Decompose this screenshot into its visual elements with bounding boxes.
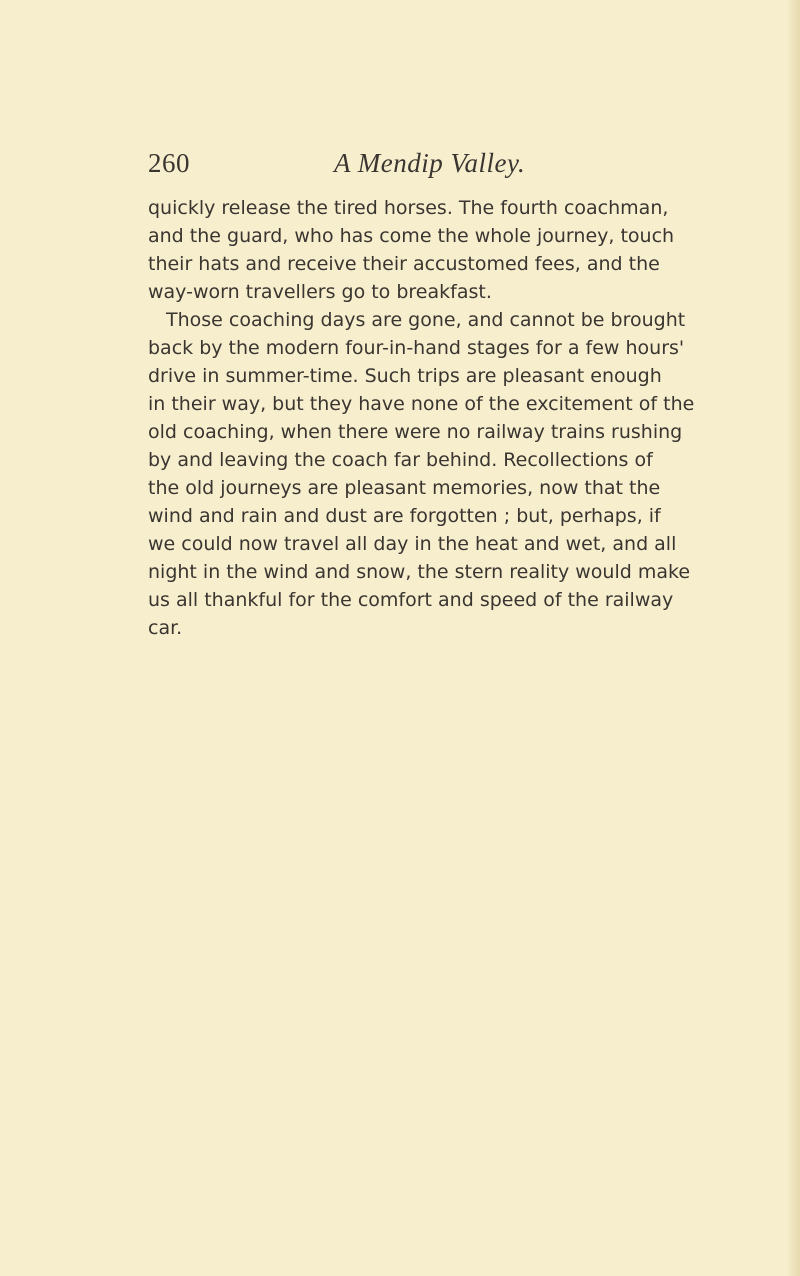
page-edge-shadow: [786, 0, 800, 1276]
running-header: [148, 148, 608, 188]
body-text: [148, 194, 695, 642]
text-line: wind and rain and dust are forgotten ; but, perhaps, if: [148, 505, 661, 527]
text-line: we could now travel all day in the heat and wet, and all: [148, 533, 677, 555]
text-line: old coaching, when there were no railway trains rushing: [148, 421, 683, 443]
text-line: drive in summer-time. Such trips are pleasant enough: [148, 365, 662, 387]
running-title: A Mendip Valley.: [334, 148, 526, 178]
text-line: quickly release the tired horses. The fourth coachman,: [148, 197, 669, 219]
text-line: way-worn travellers go to breakfast.: [148, 281, 492, 303]
text-line: by and leaving the coach far behind. Recollections of: [148, 449, 653, 471]
page-number: 260: [148, 148, 190, 178]
text-line: night in the wind and snow, the stern reality would make: [148, 561, 691, 583]
text-line: the old journeys are pleasant memories, now that the: [148, 477, 661, 499]
text-line: their hats and receive their accustomed fees, and the: [148, 253, 660, 275]
text-line: Those coaching days are gone, and cannot be brought: [166, 309, 686, 331]
text-line: and the guard, who has come the whole journey, touch: [148, 225, 675, 247]
text-line: car.: [148, 617, 183, 639]
text-line: us all thankful for the comfort and speed of the railway: [148, 589, 674, 611]
text-line: back by the modern four-in-hand stages for a few hours': [148, 337, 685, 359]
text-line: in their way, but they have none of the excitement of the: [148, 393, 695, 415]
